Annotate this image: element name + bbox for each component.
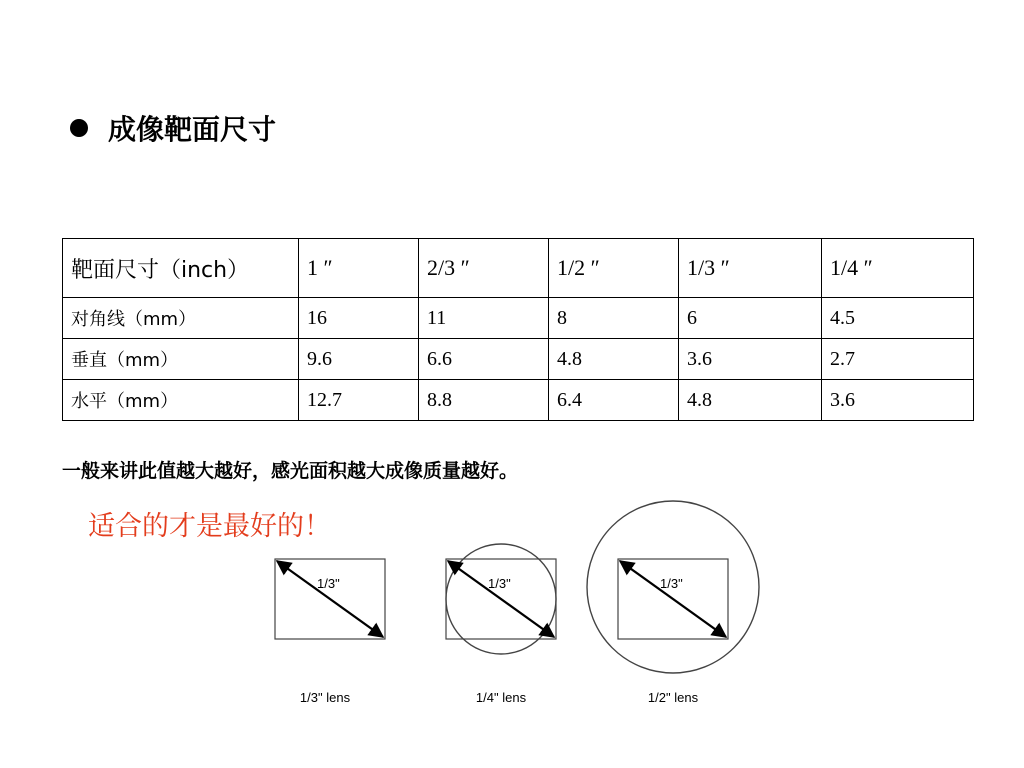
lens-diagram-3 bbox=[587, 501, 759, 705]
header-cell: 靶面尺寸（inch） bbox=[63, 239, 299, 298]
table-cell: 8 bbox=[549, 298, 679, 339]
table-cell: 9.6 bbox=[299, 339, 419, 380]
table-cell: 8.8 bbox=[419, 380, 549, 421]
table-row-vertical bbox=[63, 339, 974, 380]
table-row-horizontal bbox=[63, 380, 974, 421]
lens-sensor-diagram bbox=[255, 500, 795, 720]
table-cell: 3.6 bbox=[822, 380, 974, 421]
lens-caption: 1/3" lens bbox=[299, 690, 351, 705]
slide-title-row bbox=[70, 110, 276, 146]
row-label: 水平（mm） bbox=[63, 380, 299, 421]
sensor-label: 1/3" bbox=[317, 576, 340, 591]
row-label: 垂直（mm） bbox=[63, 339, 299, 380]
sensor-size-table bbox=[62, 238, 974, 421]
header-cell: 1 ″ bbox=[299, 239, 419, 298]
sensor-label: 1/3" bbox=[488, 576, 511, 591]
header-cell: 1/4 ″ bbox=[822, 239, 974, 298]
diagonal-arrow bbox=[277, 561, 383, 637]
lens-caption: 1/2" lens bbox=[647, 690, 699, 705]
header-cell: 1/2 ″ bbox=[549, 239, 679, 298]
table-cell: 4.5 bbox=[822, 298, 974, 339]
bullet-icon bbox=[70, 119, 88, 137]
lens-diagram-1 bbox=[275, 559, 385, 705]
lens-caption: 1/4" lens bbox=[475, 690, 527, 705]
diagonal-arrow bbox=[620, 561, 726, 637]
header-cell: 2/3 ″ bbox=[419, 239, 549, 298]
table-cell: 11 bbox=[419, 298, 549, 339]
table-header-row bbox=[63, 239, 974, 298]
table-cell: 6 bbox=[679, 298, 822, 339]
table-cell: 4.8 bbox=[549, 339, 679, 380]
table-cell: 16 bbox=[299, 298, 419, 339]
table-cell: 2.7 bbox=[822, 339, 974, 380]
table-cell: 4.8 bbox=[679, 380, 822, 421]
slogan-text: 适合的才是最好的！ bbox=[88, 511, 331, 542]
lens-diagram-2 bbox=[446, 544, 556, 705]
explanation-note: 一般来讲此值越大越好，感光面积越大成像质量越好。 bbox=[62, 460, 519, 482]
sensor-label: 1/3" bbox=[660, 576, 683, 591]
table-cell: 6.4 bbox=[549, 380, 679, 421]
table-cell: 12.7 bbox=[299, 380, 419, 421]
header-cell: 1/3 ″ bbox=[679, 239, 822, 298]
table-cell: 6.6 bbox=[419, 339, 549, 380]
diagonal-arrow bbox=[448, 561, 554, 637]
table-row-diagonal bbox=[63, 298, 974, 339]
row-label: 对角线（mm） bbox=[63, 298, 299, 339]
table-cell: 3.6 bbox=[679, 339, 822, 380]
slide-title: 成像靶面尺寸 bbox=[108, 113, 277, 146]
